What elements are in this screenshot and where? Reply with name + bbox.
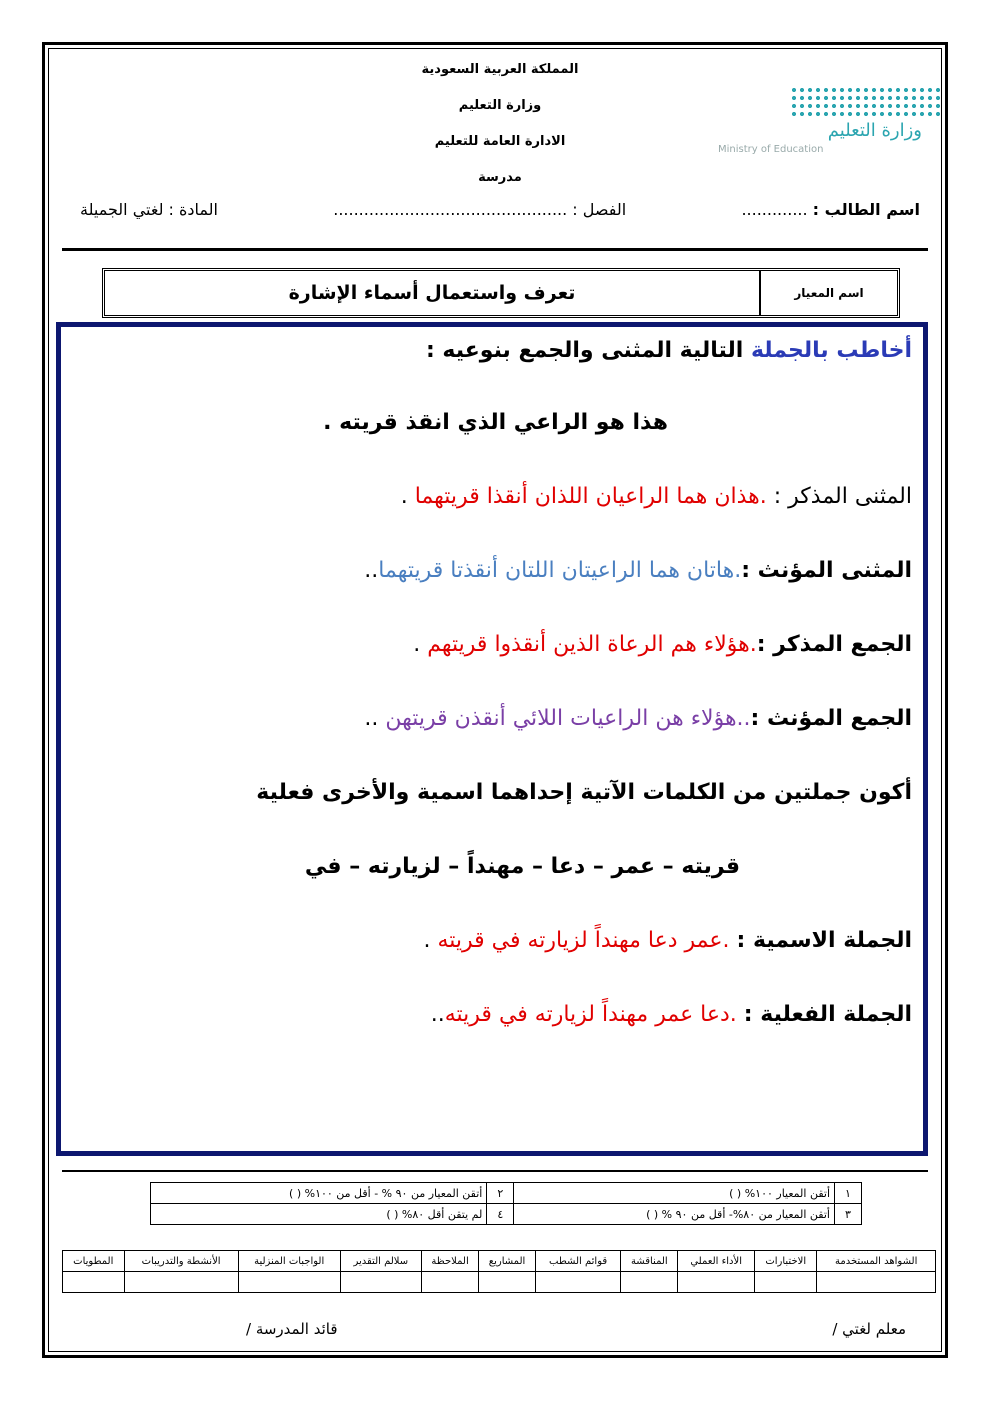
nominal-sentence-row bbox=[423, 928, 912, 953]
level-option[interactable]: أتقن المعيار من ٨٠%- أقل من ٩٠ % ( ) bbox=[514, 1204, 835, 1225]
evidence-cell[interactable] bbox=[621, 1272, 678, 1293]
criterion-box bbox=[102, 268, 900, 318]
evidence-header: المطويات bbox=[63, 1251, 125, 1272]
question-1-highlight: أخاطب بالجملة bbox=[750, 338, 912, 363]
evidence-header: الاختبارات bbox=[755, 1251, 817, 1272]
criterion-value: تعرف واستعمال أسماء الإشارة bbox=[288, 282, 576, 304]
principal-signature: قائد المدرسة / bbox=[246, 1320, 338, 1338]
question-1 bbox=[426, 338, 912, 363]
evidence-table bbox=[62, 1250, 936, 1293]
dual-masculine-label: المثنى المذكر : bbox=[773, 484, 912, 509]
subject-label: المادة : bbox=[168, 200, 218, 219]
student-name-label: اسم الطالب : bbox=[812, 200, 920, 219]
plural-masculine-answer: .هؤلاء هم الرعاة الذين أنقذوا قريتهم bbox=[427, 632, 757, 657]
plural-feminine-row bbox=[364, 706, 912, 731]
student-name-value: ............. bbox=[741, 200, 813, 219]
level-number: ٣ bbox=[835, 1204, 862, 1225]
nominal-sentence-label: الجملة الاسمية : bbox=[736, 928, 912, 953]
evidence-cell[interactable] bbox=[238, 1272, 340, 1293]
evidence-header: الأنشطة والتدريبات bbox=[124, 1251, 238, 1272]
class-field[interactable] bbox=[333, 200, 626, 219]
plural-masculine-end: . bbox=[413, 632, 428, 657]
table-row bbox=[151, 1183, 862, 1204]
example-sentence: هذا هو الراعي الذي انقذ قريته . bbox=[323, 410, 668, 435]
dual-feminine-answer: .هاتان هما الراعيتان اللتان أنقذتا قريتهما bbox=[378, 558, 742, 583]
table-row bbox=[63, 1251, 936, 1272]
logo-english-text: Ministry of Education bbox=[718, 144, 824, 155]
plural-feminine-answer: ..هؤلاء هن الراعيات اللائي أنقذن قريتهن bbox=[385, 706, 751, 731]
mastery-levels-table bbox=[150, 1182, 862, 1225]
dual-feminine-end: .. bbox=[364, 558, 379, 583]
level-number: ١ bbox=[835, 1183, 862, 1204]
exercise-box bbox=[56, 322, 928, 1156]
evidence-cell[interactable] bbox=[421, 1272, 479, 1293]
level-option[interactable]: لم يتقن أقل ٨٠% ( ) bbox=[151, 1204, 487, 1225]
question-2: أكون جملتين من الكلمات الآتية إحداهما اسمية والأخرى فعلية bbox=[256, 780, 912, 805]
evidence-cell[interactable] bbox=[340, 1272, 421, 1293]
dual-feminine-row bbox=[364, 558, 912, 583]
verbal-sentence-row bbox=[431, 1002, 912, 1027]
evidence-cell[interactable] bbox=[535, 1272, 621, 1293]
logo-dots-icon bbox=[790, 86, 940, 118]
dual-feminine-label: المثنى المؤنث : bbox=[741, 558, 912, 583]
country-name: المملكة العربية السعودية bbox=[421, 62, 579, 77]
evidence-header: المشاريع bbox=[479, 1251, 535, 1272]
plural-masculine-label: الجمع المذكر : bbox=[756, 632, 912, 657]
divider bbox=[62, 1170, 928, 1172]
evidence-header: سلالم التقدير bbox=[340, 1251, 421, 1272]
teacher-signature: معلم لغتي / bbox=[832, 1320, 906, 1338]
class-value: .............................................. bbox=[333, 200, 573, 219]
divider bbox=[62, 248, 928, 251]
criterion-label: اسم المعيار bbox=[759, 271, 897, 315]
level-option[interactable]: أتقن المعيار من ٩٠ % - أقل من ١٠٠% ( ) bbox=[151, 1183, 487, 1204]
verbal-sentence-end: .. bbox=[430, 1002, 445, 1027]
level-option[interactable]: أتقن المعيار ١٠٠% ( ) bbox=[514, 1183, 835, 1204]
evidence-cell[interactable] bbox=[63, 1272, 125, 1293]
directorate-name: الادارة العامة للتعليم bbox=[434, 134, 566, 149]
evidence-cell[interactable] bbox=[124, 1272, 238, 1293]
verbal-sentence-label: الجملة الفعلية : bbox=[743, 1002, 912, 1027]
evidence-header: الشواهد المستخدمة bbox=[817, 1251, 936, 1272]
evidence-header: الواجبات المنزلية bbox=[238, 1251, 340, 1272]
evidence-header: المناقشة bbox=[621, 1251, 678, 1272]
word-list: قريته – عمر – دعا – مهنداً – لزيارته – في bbox=[304, 854, 740, 879]
evidence-cell[interactable] bbox=[479, 1272, 535, 1293]
evidence-header: قوائم الشطب bbox=[535, 1251, 621, 1272]
evidence-cell[interactable] bbox=[817, 1272, 936, 1293]
student-info-line bbox=[80, 200, 920, 219]
plural-feminine-end: .. bbox=[364, 706, 386, 731]
logo-arabic-text: وزارة التعليم bbox=[827, 120, 922, 141]
table-row bbox=[63, 1272, 936, 1293]
evidence-header: الأداء العملي bbox=[678, 1251, 755, 1272]
evidence-header: الملاحظة bbox=[421, 1251, 479, 1272]
student-name-field[interactable] bbox=[741, 200, 920, 219]
dual-masculine-answer: .هذان هما الراعيان اللذان أنقذا قريتهما bbox=[414, 484, 774, 509]
nominal-sentence-answer: .عمر دعا مهنداً لزيارته في قريته bbox=[437, 928, 737, 953]
class-label: الفصل : bbox=[572, 200, 627, 219]
ministry-name: وزارة التعليم bbox=[458, 98, 542, 113]
ministry-logo bbox=[706, 78, 942, 164]
subject-value: لغتي الجميلة bbox=[80, 200, 169, 219]
plural-feminine-label: الجمع المؤنث : bbox=[750, 706, 912, 731]
verbal-sentence-answer: .دعا عمر مهنداً لزيارته في قريته bbox=[444, 1002, 744, 1027]
dual-masculine-end: . bbox=[400, 484, 415, 509]
plural-masculine-row bbox=[413, 632, 912, 657]
level-number: ٤ bbox=[487, 1204, 514, 1225]
evidence-cell[interactable] bbox=[678, 1272, 755, 1293]
subject-field bbox=[80, 200, 218, 219]
table-row bbox=[151, 1204, 862, 1225]
nominal-sentence-end: . bbox=[423, 928, 438, 953]
question-1-text: التالية المثنى والجمع بنوعيه : bbox=[425, 338, 751, 363]
school-name: مدرسة bbox=[478, 170, 522, 185]
school-header bbox=[330, 58, 670, 202]
level-number: ٢ bbox=[487, 1183, 514, 1204]
dual-masculine-row bbox=[401, 484, 912, 509]
evidence-cell[interactable] bbox=[755, 1272, 817, 1293]
